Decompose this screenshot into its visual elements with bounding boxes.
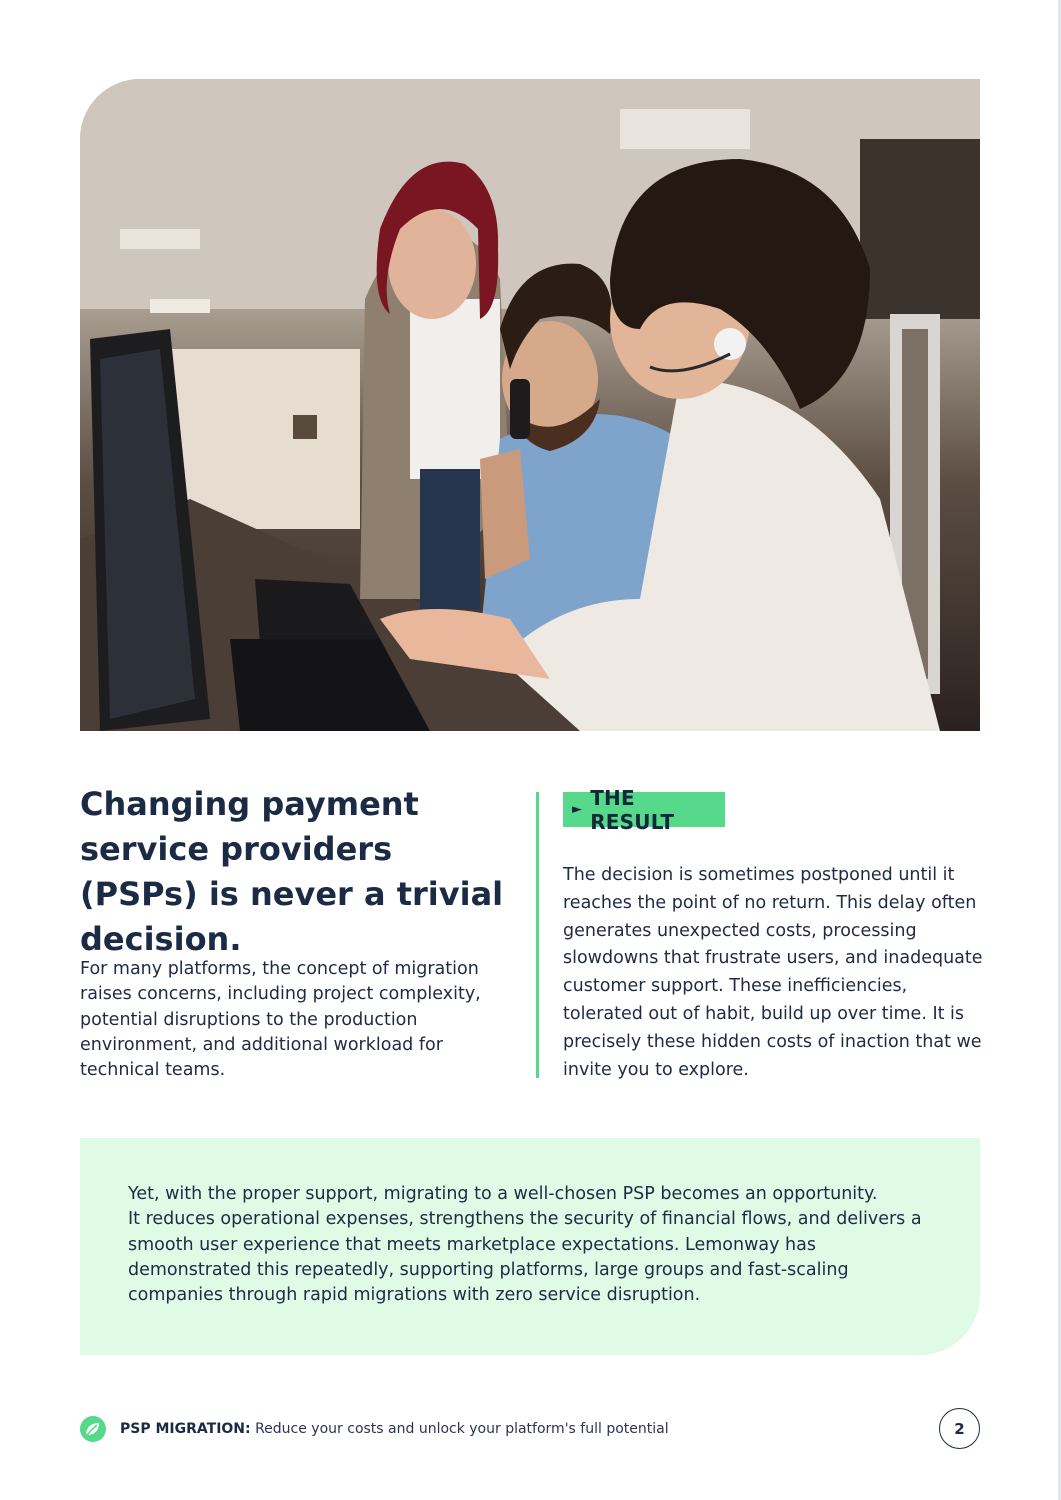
lemonway-leaf-icon <box>80 1416 106 1442</box>
footer-subtitle: Reduce your costs and unlock your platform's full potential <box>255 1421 669 1437</box>
callout-line-1: Yet, with the proper support, migrating to a well-chosen PSP becomes an opportunity. <box>128 1184 878 1204</box>
result-paragraph: The decision is sometimes postponed until it reaches the point of no return. This delay often generates unexpected costs, processing slowdowns that frustrate users, and inadequate customer support. These inefficiencies, tolerated out of habit, build up over time. It is precisely these hidden costs of inaction that we invite you to explore. <box>563 865 983 1080</box>
footer-caption <box>120 1419 669 1439</box>
page-number: 2 <box>939 1408 980 1449</box>
callout-line-2: It reduces operational expenses, strengthens the security of financial flows, and delivers a smooth user experience that meets marketplace expectations. Lemonway has demonstrated this repeatedly, supporting platforms, large groups and fast-scaling companies through rapid migrations with zero service disruption. <box>128 1209 922 1306</box>
footer-title: PSP MIGRATION: <box>120 1421 251 1437</box>
column-divider <box>536 792 539 1078</box>
callout-text <box>128 1182 938 1308</box>
office-team-illustration <box>80 79 980 731</box>
intro-paragraph: For many platforms, the concept of migration raises concerns, including project complexity, potential disruptions to the production environment, and additional workload for technical teams. <box>80 959 481 1081</box>
callout-box <box>80 1138 980 1355</box>
page-heading: Changing payment service providers (PSPs) is never a trivial decision. <box>80 785 504 958</box>
result-badge-label: THE RESULT <box>590 785 675 834</box>
play-triangle-icon: ► <box>572 802 583 817</box>
hero-photo <box>80 79 980 731</box>
result-badge <box>563 785 725 834</box>
